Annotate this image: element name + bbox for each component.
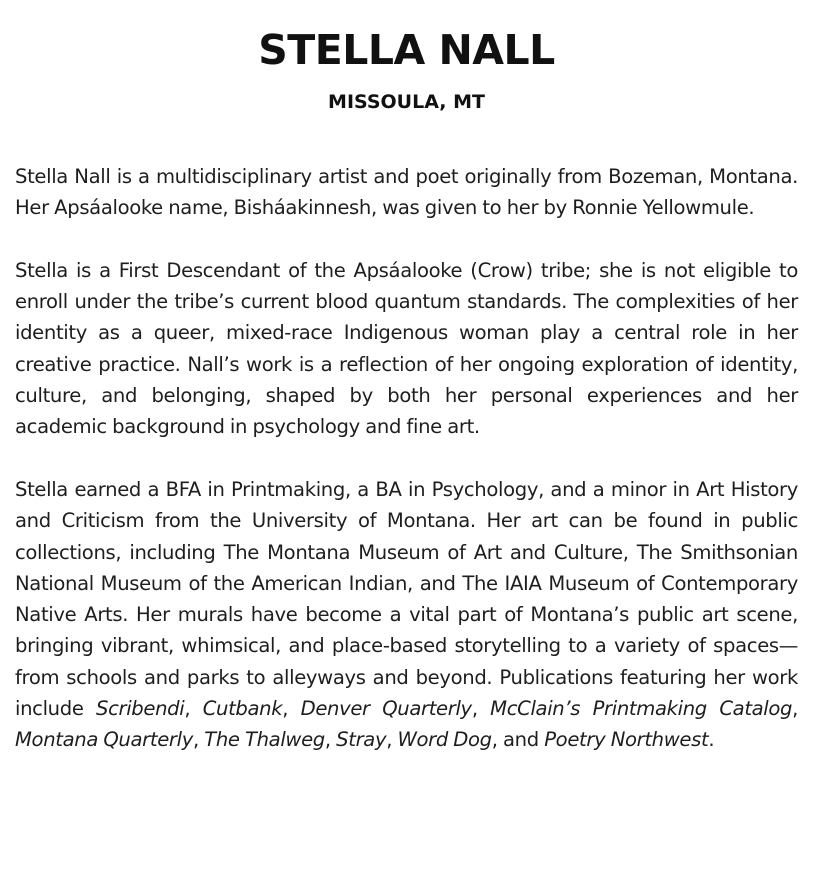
bio-paragraph-3-text: Stella earned a BFA in Printmaking, a BA in Psychology, and a minor in Art History and Criticism from the University of Montana. Her art can be found in public collections, including The Montana Museum of Art and Culture, The Smithsonian National Museum of the American Indian, and The IAIA Museum of Contemporary Native Arts. Her murals have become a vital part of Montana’s public art scene, bringing vibrant, whimsical, and place-based storytelling to a variety of spaces—from schools and parks to alleyways and beyond. Publications featuring her work include (15, 477, 798, 721)
bio-paragraph-2: Stella is a First Descendant of the Apsáalooke (Crow) tribe; she is not eligible to enroll under the tribe’s current blood quantum standards. The complexities of her identity as a queer, mixed-race Indigenous woman play a central role in her creative practice. Nall’s work is a reflection of her ongoing exploration of identity, culture, and belonging, shaped by both her personal experiences and her academic background in psychology and fine art. (15, 258, 798, 439)
separator: , (471, 697, 491, 721)
separator: , (192, 728, 205, 752)
separator: , (324, 728, 337, 752)
publication-title: Denver Quarterly (300, 697, 472, 721)
separator: , (386, 728, 398, 752)
separator: , (792, 697, 799, 721)
publication-title: Stray (336, 728, 387, 752)
artist-location: MISSOULA, MT (328, 91, 485, 113)
publication-title: Montana Quarterly (15, 728, 193, 752)
publication-title: Cutbank (202, 697, 283, 721)
end-period: . (708, 728, 715, 752)
publication-title: Poetry Northwest (544, 728, 709, 752)
artist-name: STELLA NALL (258, 26, 555, 74)
bio-paragraph-1: Stella Nall is a multidisciplinary artist and poet originally from Bozeman, Montana. Her Apsáalooke name, Bisháakinnesh, was given to her by Ronnie Yellowmule. (15, 165, 798, 220)
bio-paragraph-3 (15, 474, 798, 756)
publication-title: The Thalweg (204, 728, 325, 752)
publication-title: Scribendi (96, 697, 185, 721)
separator: , (184, 697, 203, 721)
publication-title: Word Dog (397, 728, 492, 752)
separator: , and (491, 728, 545, 752)
publication-title: McClain’s Printmaking Catalog (490, 697, 793, 721)
separator: , (282, 697, 301, 721)
artist-bio-page (15, 0, 798, 756)
